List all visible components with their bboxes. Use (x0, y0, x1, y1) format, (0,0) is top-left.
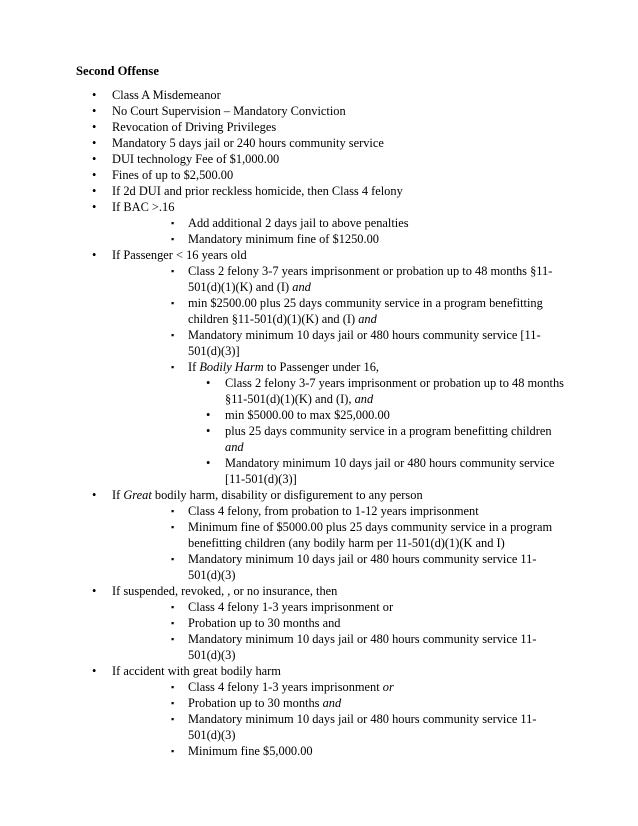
list-item-text: Great (123, 488, 152, 502)
square-bullet-icon (171, 359, 174, 375)
list-item-text: Mandatory minimum fine of $1250.00 (188, 232, 379, 246)
list-item-text: Minimum fine $5,000.00 (188, 744, 313, 758)
round-bullet-icon (92, 487, 96, 503)
list-item (0, 151, 552, 167)
square-bullet-icon (171, 519, 174, 535)
list-item-text: Probation up to 30 months (188, 696, 323, 710)
round-bullet-icon (92, 247, 96, 263)
list-item-text: Class 4 felony 1-3 years imprisonment or (188, 600, 394, 614)
round-bullet-icon (92, 135, 96, 151)
list-item (0, 247, 552, 263)
list-item-text: If 2d DUI and prior reckless homicide, then Class 4 felony (112, 184, 403, 198)
list-item-text: If BAC >.16 (112, 200, 175, 214)
list-item (0, 711, 558, 743)
square-bullet-icon (171, 263, 174, 279)
list-item (0, 407, 565, 423)
square-bullet-icon (171, 679, 174, 695)
list-item-text: Class 2 felony 3-7 years imprisonment or probation up to 48 months §11-501(d)(1)(K) and (I) (188, 264, 553, 294)
list-item-text: and (354, 392, 374, 406)
round-bullet-icon (92, 663, 96, 679)
square-bullet-icon (171, 615, 174, 631)
list-item-text: or (382, 680, 394, 694)
round-bullet-icon (92, 583, 96, 599)
list-item (0, 87, 552, 103)
round-bullet-icon (206, 407, 210, 423)
list-item (0, 695, 558, 711)
list-item (0, 295, 558, 327)
list-item-text: If suspended, revoked, , or no insurance, then (112, 584, 338, 598)
round-bullet-icon (92, 183, 96, 199)
list-item-text: Revocation of Driving Privileges (112, 120, 277, 134)
list-item (0, 583, 552, 599)
list-item-text: If Passenger < 16 years old (112, 248, 247, 262)
list-item-text: and (322, 696, 342, 710)
list-item-text: Mandatory minimum 10 days jail or 480 hours community service [11-501(d)(3)] (188, 328, 541, 358)
list-item-text: If (112, 488, 124, 502)
list-item (0, 215, 558, 231)
round-bullet-icon (206, 455, 210, 471)
list-item-text: Minimum fine of $5000.00 plus 25 days community service in a program benefitting children (any bodily harm per 11-501(d)(1)(K and I) (188, 520, 553, 550)
list-item-text: to Passenger under 16, (263, 360, 379, 374)
list-item-text: plus 25 days community service in a program benefitting children (225, 424, 552, 438)
list-item (0, 199, 552, 215)
square-bullet-icon (171, 631, 174, 647)
round-bullet-icon (92, 167, 96, 183)
square-bullet-icon (171, 599, 174, 615)
square-bullet-icon (171, 551, 174, 567)
list-item-text: Mandatory minimum 10 days jail or 480 hours community service [11-501(d)(3)] (225, 456, 555, 486)
list-item-text: If (188, 360, 200, 374)
list-item-text: min $2500.00 plus 25 days community service in a program benefitting children §11-501(d)(1)(K) and (I) (188, 296, 543, 326)
list-item (0, 263, 558, 295)
list-item (0, 631, 558, 663)
round-bullet-icon (206, 423, 210, 439)
square-bullet-icon (171, 743, 174, 759)
list-item (0, 135, 552, 151)
penalty-list (0, 87, 638, 759)
list-item (0, 743, 558, 759)
list-item (0, 167, 552, 183)
square-bullet-icon (171, 503, 174, 519)
list-item-text: Probation up to 30 months and (188, 616, 341, 630)
list-item-text: Class 4 felony, from probation to 1-12 years imprisonment (188, 504, 479, 518)
list-item (0, 679, 558, 695)
round-bullet-icon (206, 375, 210, 391)
list-item (0, 327, 558, 359)
section-heading: Second Offense (76, 64, 159, 78)
list-item-text: If accident with great bodily harm (112, 664, 281, 678)
square-bullet-icon (171, 327, 174, 343)
list-item (0, 503, 558, 519)
list-item (0, 183, 552, 199)
square-bullet-icon (171, 711, 174, 727)
list-item (0, 359, 558, 375)
round-bullet-icon (92, 87, 96, 103)
list-item (0, 103, 552, 119)
list-item-text: Bodily Harm (199, 360, 264, 374)
round-bullet-icon (92, 119, 96, 135)
list-item (0, 231, 558, 247)
list-item (0, 375, 565, 407)
list-item-text: min $5000.00 to max $25,000.00 (225, 408, 390, 422)
list-item-text: DUI technology Fee of $1,000.00 (112, 152, 280, 166)
list-item (0, 119, 552, 135)
list-item-text: Class A Misdemeanor (112, 88, 221, 102)
list-item (0, 423, 565, 455)
list-item-text: Class 4 felony 1-3 years imprisonment (188, 680, 383, 694)
list-item-text: Mandatory minimum 10 days jail or 480 hours community service 11-501(d)(3) (188, 552, 537, 582)
list-item-text: Mandatory minimum 10 days jail or 480 hours community service 11-501(d)(3) (188, 632, 537, 662)
list-item-text: bodily harm, disability or disfigurement to any person (151, 488, 423, 502)
list-item (0, 519, 558, 551)
list-item (0, 551, 558, 583)
square-bullet-icon (171, 695, 174, 711)
square-bullet-icon (171, 215, 174, 231)
round-bullet-icon (92, 151, 96, 167)
list-item-text: No Court Supervision – Mandatory Conviction (112, 104, 346, 118)
list-item (0, 487, 552, 503)
square-bullet-icon (171, 295, 174, 311)
list-item-text: Class 2 felony 3-7 years imprisonment or probation up to 48 months §11-501(d)(1)(K) and (I), (225, 376, 564, 406)
list-item (0, 615, 558, 631)
list-item-text: and (225, 440, 244, 454)
list-item-text: Mandatory 5 days jail or 240 hours community service (112, 136, 384, 150)
list-item-text: and (358, 312, 377, 326)
list-item (0, 599, 558, 615)
list-item (0, 455, 565, 487)
square-bullet-icon (171, 231, 174, 247)
list-item-text: Fines of up to $2,500.00 (112, 168, 234, 182)
list-item (0, 663, 552, 679)
round-bullet-icon (92, 199, 96, 215)
list-item-text: Mandatory minimum 10 days jail or 480 hours community service 11-501(d)(3) (188, 712, 537, 742)
list-item-text: and (292, 280, 311, 294)
list-item-text: Add additional 2 days jail to above penalties (188, 216, 409, 230)
round-bullet-icon (92, 103, 96, 119)
